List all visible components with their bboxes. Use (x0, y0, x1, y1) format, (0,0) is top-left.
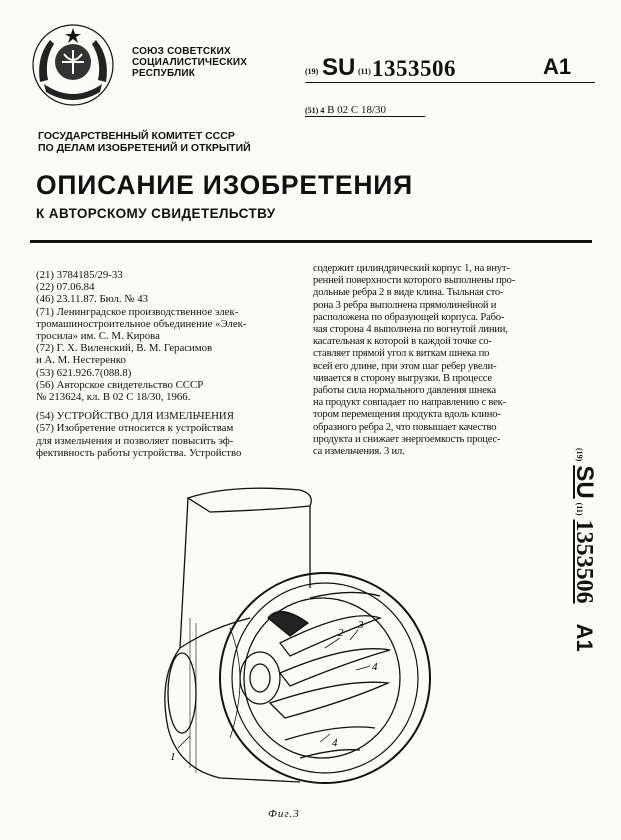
figure-label: 1 (170, 751, 176, 763)
country-code: SU (571, 465, 598, 499)
abstract-line: работы сила нормального давления шнека (313, 385, 497, 397)
biblio-line: (56) Авторское свидетельство СССР (36, 378, 204, 391)
committee-line: ПО ДЕЛАМ ИЗОБРЕТЕНИЙ И ОТКРЫТИЙ (38, 142, 251, 154)
abstract-line: фективность работы устройства. Устройство (36, 446, 242, 459)
biblio-line: тромашиностроительное объединение «Элек- (36, 317, 247, 330)
union-name (132, 46, 247, 79)
abstract-line: всей его длине, при этом шаг ребер увели- (313, 360, 497, 372)
abstract-line: тором перемещения продукта вдоль клино- (313, 409, 501, 421)
abstract-line: расположена по образующей корпуса. Рабо- (313, 311, 505, 323)
tag-19: (19) (305, 67, 319, 76)
kind-code: A1 (572, 623, 597, 652)
union-line: СОЮЗ СОВЕТСКИХ (132, 46, 231, 57)
ipc-value: B 02 C 18/30 (327, 104, 387, 116)
abstract-continued (313, 263, 582, 458)
patent-number: 1353506 (571, 519, 597, 604)
abstract-line: са измельчения. 3 ил. (313, 446, 405, 458)
invention-title: (54) УСТРОЙСТВО ДЛЯ ИЗМЕЛЬЧЕНИЯ (36, 410, 234, 423)
abstract-line: (57) Изобретение относится к устройствам (36, 422, 234, 435)
technical-drawing (150, 478, 440, 798)
bibliographic-data (36, 269, 304, 459)
document-subtitle: К АВТОРСКОМУ СВИДЕТЕЛЬСТВУ (36, 206, 276, 221)
figure-label: 2 (338, 627, 344, 639)
committee-name (38, 130, 251, 154)
biblio-line: (46) 23.11.87. Бюл. № 43 (36, 293, 149, 306)
union-line: РЕСПУБЛИК (132, 68, 196, 79)
committee-line: ГОСУДАРСТВЕННЫЙ КОМИТЕТ СССР (38, 130, 235, 142)
header-divider (30, 240, 592, 243)
abstract-line: образного ребра 2, что повышает качество (313, 421, 497, 433)
ussr-emblem-icon (30, 22, 116, 108)
abstract-line: ставляет прямой угол к виткам шнека по (313, 348, 490, 360)
country-code: SU (322, 54, 356, 81)
biblio-line: № 213624, кл. B 02 C 18/30, 1966. (36, 391, 191, 404)
abstract-line: продукта и снижает энергоемкость процес- (313, 433, 501, 445)
abstract-line: чая сторона 4 выполнена по вогнутой линии, (313, 324, 508, 336)
figure-label: 4 (332, 737, 338, 749)
abstract-line: на продукт совпадает по направлению с век- (313, 397, 506, 409)
patent-number: 1353506 (372, 56, 456, 81)
document-title: ОПИСАНИЕ ИЗОБРЕТЕНИЯ (36, 170, 413, 200)
abstract-line: рона 3 ребра выполнена прямолинейной и (313, 299, 497, 311)
kind-code: A1 (543, 54, 572, 79)
abstract-line: дольные ребра 2 в виде клина. Тыльная сто- (313, 287, 504, 299)
ipc-tag: (51) 4 (305, 106, 325, 115)
figure-label: 4 (372, 661, 378, 673)
union-line: СОЦИАЛИСТИЧЕСКИХ (132, 57, 248, 68)
biblio-line: и А. М. Нестеренко (36, 354, 126, 367)
abstract-line: ренней поверхности которого выполнены про- (313, 275, 516, 287)
abstract-line: чивается в сторону выгрузки. В процессе (313, 372, 492, 384)
biblio-line: тросила» им. С. М. Кирова (36, 330, 160, 343)
biblio-line: (21) 3784185/29-33 (36, 269, 123, 281)
biblio-line: (71) Ленинградское производственное элек- (36, 305, 239, 318)
publication-number-block (305, 52, 595, 83)
tag-19: (19) (575, 448, 584, 462)
abstract-line: для измельчения и позволяет повысить эф- (36, 434, 234, 447)
figure-label: 3 (358, 619, 364, 631)
figure-caption: Фиг.3 (268, 808, 300, 820)
ipc-class (305, 104, 425, 117)
biblio-line: (22) 07.06.84 (36, 281, 95, 294)
biblio-line: (53) 621.926.7(088.8) (36, 366, 132, 379)
biblio-line: (72) Г. Х. Виленский, В. М. Герасимов (36, 342, 213, 355)
abstract-line: содержит цилиндрический корпус 1, на внут- (313, 263, 510, 274)
abstract-line: касательная к которой в каждой точке со- (313, 336, 492, 348)
tag-11: (11) (575, 502, 584, 516)
vertical-publication-number (564, 448, 604, 748)
tag-11: (11) (358, 67, 371, 76)
